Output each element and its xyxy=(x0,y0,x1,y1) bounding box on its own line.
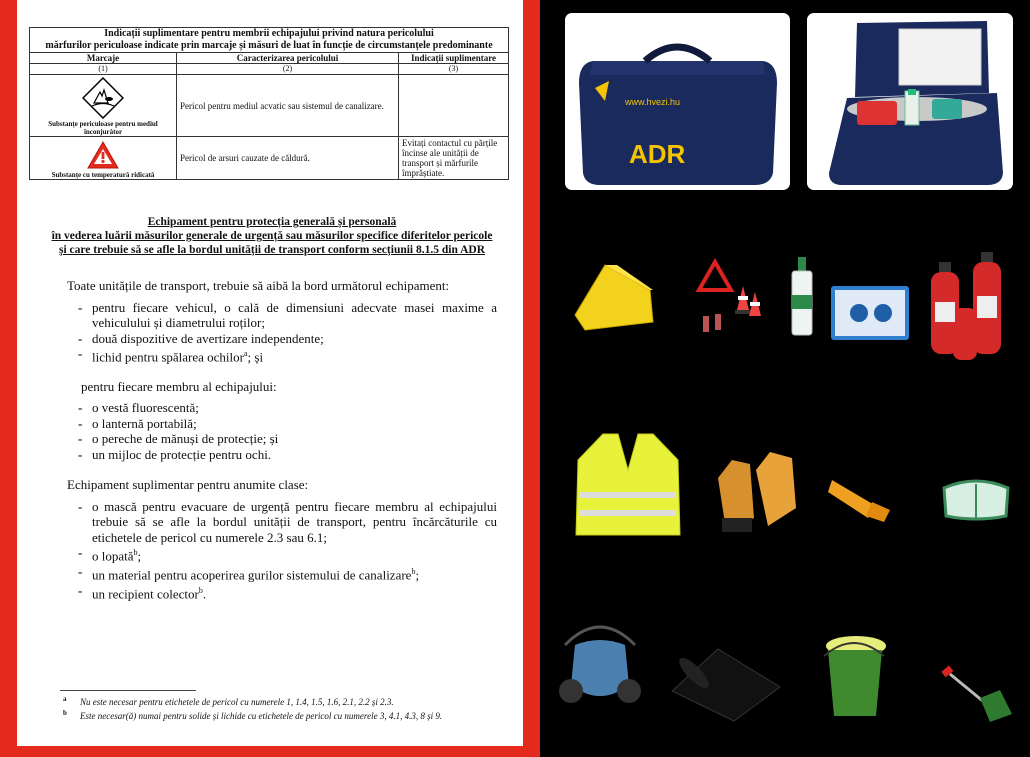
equipment-text xyxy=(67,278,497,602)
table-title-line2: mărfurilor periculoase indicate prin marcaje și măsuri de luat în funcție de circumstanțele predominante xyxy=(45,40,493,51)
protective-gloves-icon xyxy=(712,448,800,536)
safety-goggles-icon xyxy=(938,470,1013,530)
hazard-description: Pericol pentru mediul acvatic sau sistemul de canalizare. xyxy=(177,75,399,137)
footnote-ref: b xyxy=(133,548,138,558)
footnote-ref: b xyxy=(198,585,203,595)
vehicle-equipment-list xyxy=(75,300,497,365)
list-item: - un recipient colector$^b$. xyxy=(75,583,497,602)
list-item: - lichid pentru spălarea ochilor$^a$; și xyxy=(75,346,497,365)
hazard-description: Pericol de arsuri cauzate de căldură. xyxy=(177,137,399,180)
first-aid-kit-icon xyxy=(829,282,911,344)
section-heading-line2: în vederea luării măsurilor generale de urgență sau măsurilor specifice diferitelor pericole xyxy=(51,230,493,242)
intro-text: Toate unitățile de transport, trebuie să aibă la bord următorul echipament: xyxy=(67,278,450,293)
list-item: - o mască pentru evacuare de urgență pentru fiecare membru al echipajului trebuie să se afle la bordul unității de transport, pentru încărcăturile cu etichetele de pericol cu numerele 2.3 sau 6.1; xyxy=(75,499,497,546)
shovel-icon xyxy=(940,660,1015,725)
table-title-line1: Indicații suplimentare pentru membrii echipajului privind natura pericolului xyxy=(104,28,434,39)
gas-mask-icon xyxy=(555,615,645,715)
list-item: - o lanternă portabilă; xyxy=(75,416,497,432)
list-item: - un mijloc de protecție pentru ochi. xyxy=(75,447,497,463)
section-heading-line1: Echipament pentru protecția generală și personală xyxy=(147,216,397,228)
eye-wash-bottle-icon xyxy=(788,255,816,337)
collection-bucket-icon xyxy=(818,632,890,720)
crew-equipment-list xyxy=(75,400,497,462)
reflective-vest-icon xyxy=(568,430,688,540)
drain-cover-mat-icon xyxy=(668,645,783,722)
col-number: (3) xyxy=(399,64,509,75)
section-heading xyxy=(47,215,497,257)
extra-indication xyxy=(399,75,509,137)
adr-bag-icon xyxy=(565,13,790,190)
hazard-table xyxy=(29,27,509,180)
col-number: (1) xyxy=(30,64,177,75)
footnote-ref: b xyxy=(411,567,416,577)
wheel-chock-icon xyxy=(565,260,657,335)
adr-bag-closed-photo xyxy=(565,13,790,190)
list-item: - un material pentru acoperirea gurilor sistemului de canalizare$^b$; xyxy=(75,564,497,583)
section-heading-line3: și care trebuie să se afle la bordul unității de transport conform secțiunii 8.1.5 din ADR xyxy=(58,244,486,256)
extra-indication: Evitați contactul cu părțile încinse ale unității de transport și mărfurile împrăștiate. xyxy=(399,137,509,180)
flashlight-icon xyxy=(828,470,894,525)
warning-triangle-icon xyxy=(695,258,767,338)
list-item: - o lopată$^b$; xyxy=(75,545,497,564)
high-temperature-icon xyxy=(86,140,120,170)
col-header-marking: Marcaje xyxy=(30,53,177,64)
footnote-divider xyxy=(60,690,196,691)
list-item: - o vestă fluorescentă; xyxy=(75,400,497,416)
footnote-a: a Nu este necesar pentru etichetele de pericol cu numerele 1, 1.4, 1.5, 1.6, 2.1, 2.2 și 2.3. xyxy=(63,695,394,707)
table-row xyxy=(30,75,509,137)
environment-hazard-icon xyxy=(82,77,124,119)
marking-label: Substanțe periculoase pentru mediul înconjurător xyxy=(48,120,158,136)
list-item: - două dispozitive de avertizare independente; xyxy=(75,331,497,347)
footnote-ref: a xyxy=(243,349,248,358)
fire-extinguisher-icon xyxy=(917,248,1009,363)
table-row xyxy=(30,137,509,180)
col-header-extra: Indicații suplimentare xyxy=(399,53,509,64)
open-bag-icon xyxy=(807,13,1013,190)
extra-equipment-list xyxy=(75,499,497,602)
svg-text:www.hvezi.hu: www.hvezi.hu xyxy=(625,97,681,107)
col-header-hazard: Caracterizarea pericolului xyxy=(177,53,399,64)
marking-label: Substanțe cu temperatură ridicată xyxy=(51,170,155,179)
adr-bag-open-photo xyxy=(807,13,1013,190)
extra-intro: Echipament suplimentar pentru anumite clase: xyxy=(67,477,309,493)
col-number: (2) xyxy=(177,64,399,75)
list-item: - pentru fiecare vehicul, o cală de dimensiuni adecvate masei maxime a vehiculului și diametrului roților; xyxy=(75,300,497,331)
svg-text:ADR: ADR xyxy=(629,139,686,169)
crew-intro: pentru fiecare membru al echipajului: xyxy=(81,378,277,394)
list-item: - o pereche de mănuși de protecție; și xyxy=(75,431,497,447)
footnote-b: b Este necesar(ă) numai pentru solide și lichide cu etichetele de pericol cu numerele 3, 4.1, 4.3, 8 și 9. xyxy=(63,709,443,721)
document-page xyxy=(17,0,523,746)
